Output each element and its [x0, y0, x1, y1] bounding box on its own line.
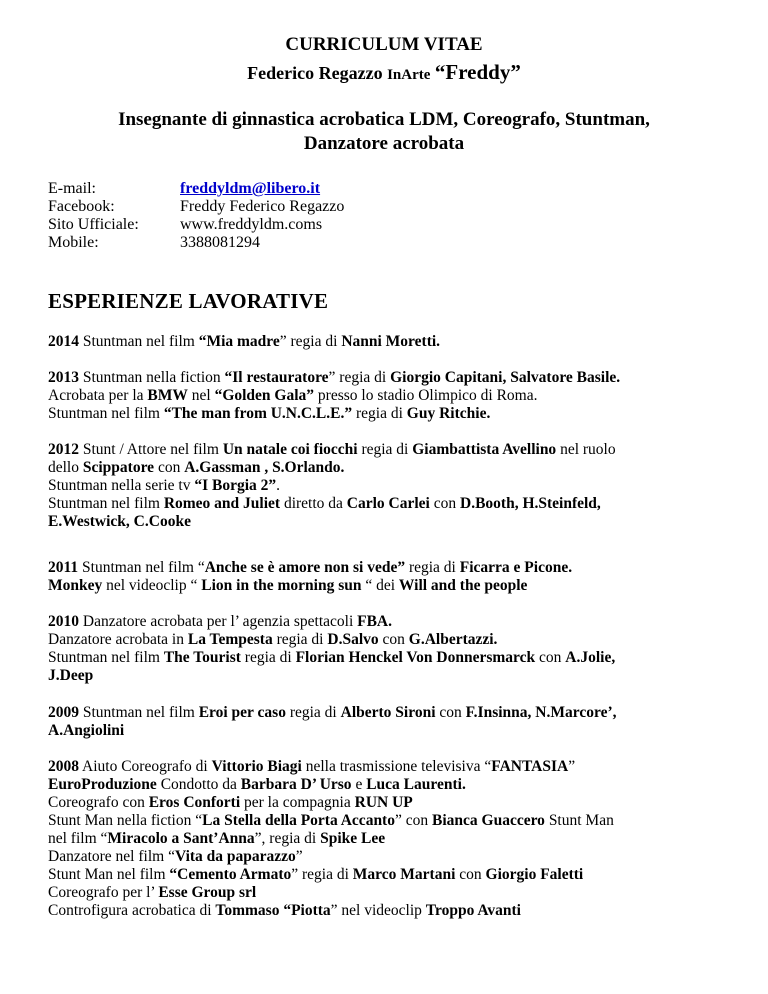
contact-label: Facebook:: [48, 198, 115, 215]
contact-row-website: [48, 216, 344, 234]
year: 2010: [48, 613, 79, 630]
subtitle-line-1: Insegnante di ginnastica acrobatica LDM, Coreografo, Stuntman,: [118, 109, 650, 130]
contact-value: www.freddyldm.coms: [180, 216, 323, 233]
contact-label: Mobile:: [48, 234, 99, 251]
entry-line: 2013 Stuntman nella fiction “Il restauratore” regia di Giorgio Capitani, Salvatore Basile.: [48, 369, 621, 386]
entry-line: Stuntman nel film “The man from U.N.C.L.E.” regia di Guy Ritchie.: [48, 405, 491, 422]
entry-line: 2014 Stuntman nel film “Mia madre” regia di Nanni Moretti.: [48, 333, 441, 350]
contact-block: [48, 180, 344, 252]
year: 2009: [48, 704, 79, 721]
entry-line: Stuntman nel film Romeo and Juliet diretto da Carlo Carlei con D.Booth, H.Steinfeld,: [48, 495, 601, 512]
entry-line: EuroProduzione Condotto da Barbara D’ Urso e Luca Laurenti.: [48, 776, 466, 793]
entry-line: J.Deep: [48, 667, 94, 684]
entry-line: Coreografo per l’ Esse Group srl: [48, 884, 257, 901]
contact-value: Freddy Federico Regazzo: [180, 198, 345, 215]
entry-line: 2011 Stuntman nel film “Anche se è amore non si vede” regia di Ficarra e Picone.: [48, 559, 573, 576]
email-link[interactable]: freddyldm@libero.it: [180, 180, 321, 197]
entry-line: E.Westwick, C.Cooke: [48, 513, 191, 530]
entry-line: 2012 Stunt / Attore nel film Un natale coi fiocchi regia di Giambattista Avellino nel ruolo: [48, 441, 616, 458]
entry-line: 2009 Stuntman nel film Eroi per caso regia di Alberto Sironi con F.Insinna, N.Marcore’,: [48, 704, 617, 721]
entry-line: Stuntman nella serie tv “I Borgia 2”.: [48, 477, 281, 494]
professional-subtitle: [40, 108, 728, 156]
entry-line: Stuntman nel film The Tourist regia di Florian Henckel Von Donnersmarck con A.Jolie,: [48, 649, 616, 666]
entry-line: 2010 Danzatore acrobata per l’ agenzia spettacoli FBA.: [48, 613, 392, 630]
experience-2009: [48, 704, 728, 740]
subtitle-line-2: Danzatore acrobata: [303, 133, 465, 154]
section-title: ESPERIENZE LAVORATIVE: [48, 289, 329, 313]
entry-line: nel film “Miracolo a Sant’Anna”, regia di Spike Lee: [48, 830, 386, 847]
experience-2014: [48, 333, 728, 351]
experience-2010: [48, 613, 728, 685]
contact-row-email: [48, 180, 344, 198]
entry-line: Danzatore acrobata in La Tempesta regia di D.Salvo con G.Albertazzi.: [48, 631, 498, 648]
contact-row-mobile: [48, 234, 344, 252]
entry-line: Coreografo con Eros Conforti per la compagnia RUN UP: [48, 794, 413, 811]
document-title: CURRICULUM VITAE: [285, 34, 483, 55]
year: 2011: [48, 559, 79, 576]
entry-line: Danzatore nel film “Vita da paparazzo”: [48, 848, 303, 865]
contact-value: 3388081294: [180, 234, 260, 251]
name-arte: InArte: [387, 67, 431, 83]
person-name: [0, 60, 768, 85]
name-main: Federico Regazzo: [247, 63, 383, 83]
year: 2014: [48, 333, 79, 350]
contact-label: E-mail:: [48, 180, 96, 197]
year: 2012: [48, 441, 79, 458]
experience-2008: [48, 758, 728, 920]
entry-line: dello Scippatore con A.Gassman , S.Orlando.: [48, 459, 345, 476]
entry-line: 2008 Aiuto Coreografo di Vittorio Biagi nella trasmissione televisiva “FANTASIA”: [48, 758, 576, 775]
entry-line: A.Angiolini: [48, 722, 125, 739]
entry-line: Stunt Man nel film “Cemento Armato” regia di Marco Martani con Giorgio Faletti: [48, 866, 584, 883]
entry-line: Monkey nel videoclip “ Lion in the morning sun “ dei Will and the people: [48, 577, 528, 594]
contact-label: Sito Ufficiale:: [48, 216, 139, 233]
entry-line: Controfigura acrobatica di Tommaso “Piotta” nel videoclip Troppo Avanti: [48, 902, 521, 919]
nickname: “Freddy”: [434, 60, 521, 84]
year: 2008: [48, 758, 79, 775]
entry-line: Stunt Man nella fiction “La Stella della Porta Accanto” con Bianca Guaccero Stunt Man: [48, 812, 614, 829]
experience-2012: [48, 441, 728, 531]
entry-line: Acrobata per la BMW nel “Golden Gala” presso lo stadio Olimpico di Roma.: [48, 387, 538, 404]
experience-2011: [48, 559, 728, 595]
year: 2013: [48, 369, 79, 386]
experience-2013: [48, 369, 728, 423]
contact-row-facebook: [48, 198, 344, 216]
